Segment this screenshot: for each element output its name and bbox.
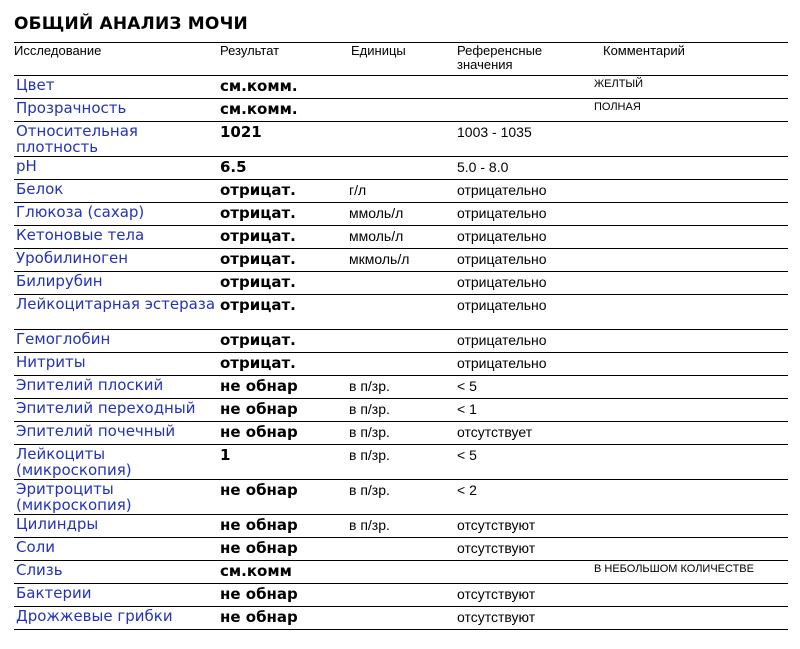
table-row bbox=[14, 422, 788, 445]
column-header-result: Результат bbox=[220, 43, 280, 58]
row-reference: < 1 bbox=[457, 401, 477, 417]
table-row bbox=[14, 607, 788, 630]
row-reference: отсутствует bbox=[457, 424, 533, 440]
row-study-name: Гемоглобин bbox=[16, 330, 111, 348]
row-reference: < 5 bbox=[457, 378, 477, 394]
table-row bbox=[14, 226, 788, 249]
row-study-name: Нитриты bbox=[16, 353, 86, 371]
table-row bbox=[14, 330, 788, 353]
row-result: см.комм bbox=[220, 562, 292, 580]
row-study-name: Уробилиноген bbox=[16, 249, 129, 267]
row-result: не обнар bbox=[220, 400, 298, 418]
row-reference: отрицательно bbox=[457, 274, 547, 290]
column-header-reference-line1: Референсные bbox=[457, 43, 543, 58]
row-study-name: Цилиндры bbox=[16, 515, 99, 533]
table-row bbox=[14, 445, 788, 480]
row-units: в п/зр. bbox=[349, 482, 390, 498]
row-result: отрицат. bbox=[220, 331, 296, 349]
row-study-name: Лейкоциты (микроскопия) bbox=[16, 445, 132, 479]
results-table bbox=[14, 76, 788, 630]
row-study-name: Белок bbox=[16, 180, 64, 198]
row-units: в п/зр. bbox=[349, 447, 390, 463]
row-comment: ЖЕЛТЫЙ bbox=[594, 78, 644, 90]
row-reference: отсутствуют bbox=[457, 586, 536, 602]
row-result: не обнар bbox=[220, 423, 298, 441]
row-reference: отрицательно bbox=[457, 332, 547, 348]
row-units: в п/зр. bbox=[349, 517, 390, 533]
row-study-name: Эпителий переходный bbox=[16, 399, 196, 417]
row-result: отрицат. bbox=[220, 250, 296, 268]
row-study-name: Цвет bbox=[16, 76, 55, 94]
table-row bbox=[14, 353, 788, 376]
row-units: в п/зр. bbox=[349, 378, 390, 394]
table-row bbox=[14, 561, 788, 584]
table-row bbox=[14, 203, 788, 226]
row-result: отрицат. bbox=[220, 181, 296, 199]
table-row bbox=[14, 249, 788, 272]
row-result: не обнар bbox=[220, 481, 298, 499]
row-study-name: pH bbox=[16, 157, 37, 175]
row-study-name: Относительная плотность bbox=[16, 122, 138, 156]
row-study-name: Соли bbox=[16, 538, 55, 556]
table-row bbox=[14, 538, 788, 561]
row-study-name: Эритроциты (микроскопия) bbox=[16, 480, 132, 514]
row-study-name: Глюкоза (сахар) bbox=[16, 203, 145, 221]
row-units: в п/зр. bbox=[349, 401, 390, 417]
row-reference: отрицательно bbox=[457, 297, 547, 313]
row-study-name: Эпителий плоский bbox=[16, 376, 164, 394]
table-row bbox=[14, 515, 788, 538]
row-study-name: Лейкоцитарная эстераза bbox=[16, 295, 216, 313]
row-study-name: Кетоновые тела bbox=[16, 226, 145, 244]
row-reference: отрицательно bbox=[457, 355, 547, 371]
table-row bbox=[14, 180, 788, 203]
row-reference: отрицательно bbox=[457, 251, 547, 267]
table-row bbox=[14, 99, 788, 122]
column-header-reference bbox=[457, 44, 542, 72]
row-study-name: Билирубин bbox=[16, 272, 103, 290]
table-row bbox=[14, 399, 788, 422]
row-reference: < 5 bbox=[457, 447, 477, 463]
row-result: не обнар bbox=[220, 516, 298, 534]
table-row bbox=[14, 122, 788, 157]
row-reference: отрицательно bbox=[457, 182, 547, 198]
row-study-name: Эпителий почечный bbox=[16, 422, 176, 440]
row-reference: отсутствуют bbox=[457, 609, 536, 625]
row-result: отрицат. bbox=[220, 273, 296, 291]
table-row bbox=[14, 157, 788, 180]
row-result: не обнар bbox=[220, 585, 298, 603]
row-units: в п/зр. bbox=[349, 424, 390, 440]
row-study-name: Слизь bbox=[16, 561, 63, 579]
page-title: ОБЩИЙ АНАЛИЗ МОЧИ bbox=[14, 14, 248, 34]
table-row bbox=[14, 76, 788, 99]
row-units: ммоль/л bbox=[349, 228, 404, 244]
row-reference: < 2 bbox=[457, 482, 477, 498]
row-units: ммоль/л bbox=[349, 205, 404, 221]
row-reference: 5.0 - 8.0 bbox=[457, 159, 509, 175]
row-result: см.комм. bbox=[220, 100, 298, 118]
row-result: отрицат. bbox=[220, 204, 296, 222]
row-result: отрицат. bbox=[220, 227, 296, 245]
row-reference: отрицательно bbox=[457, 205, 547, 221]
table-row bbox=[14, 272, 788, 295]
row-study-name: Прозрачность bbox=[16, 99, 127, 117]
table-row bbox=[14, 376, 788, 399]
row-result: отрицат. bbox=[220, 354, 296, 372]
row-result: см.комм. bbox=[220, 77, 298, 95]
table-row bbox=[14, 480, 788, 515]
row-reference: 1003 - 1035 bbox=[457, 124, 532, 140]
column-header-units: Единицы bbox=[351, 43, 406, 58]
row-result: 6.5 bbox=[220, 158, 247, 176]
row-reference: отсутствуют bbox=[457, 517, 536, 533]
table-header bbox=[14, 42, 788, 76]
row-study-name: Бактерии bbox=[16, 584, 92, 602]
column-header-reference-line2: значения bbox=[457, 57, 513, 72]
row-reference: отрицательно bbox=[457, 228, 547, 244]
row-study-name: Дрожжевые грибки bbox=[16, 607, 173, 625]
row-units: мкмоль/л bbox=[349, 251, 410, 267]
row-comment: ПОЛНАЯ bbox=[594, 101, 641, 113]
table-row bbox=[14, 584, 788, 607]
row-reference: отсутствуют bbox=[457, 540, 536, 556]
row-comment: В НЕБОЛЬШОМ КОЛИЧЕСТВЕ bbox=[594, 563, 754, 575]
row-result: не обнар bbox=[220, 608, 298, 626]
column-header-comment: Комментарий bbox=[603, 43, 685, 58]
row-result: не обнар bbox=[220, 539, 298, 557]
row-units: г/л bbox=[349, 182, 367, 198]
row-result: отрицат. bbox=[220, 296, 296, 314]
row-result: не обнар bbox=[220, 377, 298, 395]
table-row bbox=[14, 295, 788, 330]
row-result: 1021 bbox=[220, 123, 262, 141]
column-header-study: Исследование bbox=[14, 43, 102, 58]
row-result: 1 bbox=[220, 446, 231, 464]
